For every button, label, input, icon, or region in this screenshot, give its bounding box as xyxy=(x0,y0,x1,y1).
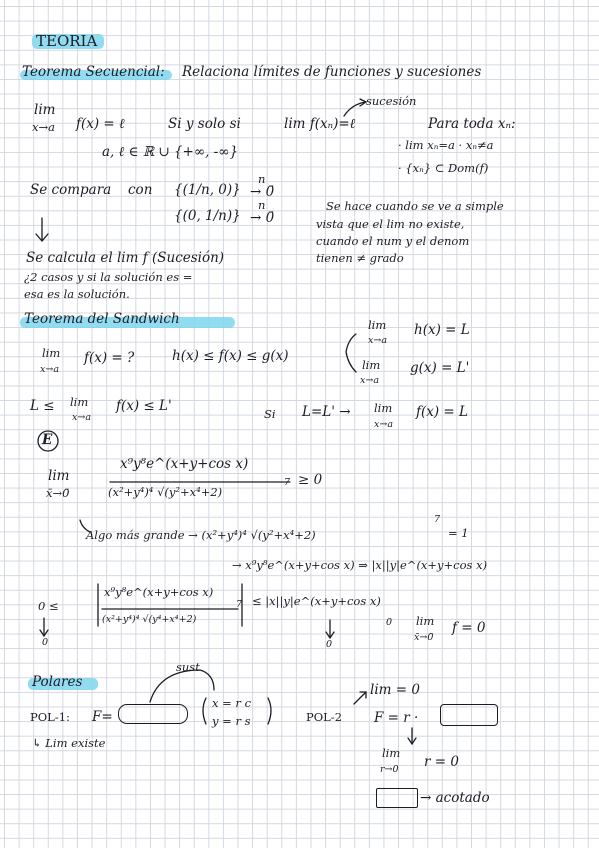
pol1-F-eq: F= xyxy=(92,709,113,725)
arrow-n-1: n xyxy=(258,172,266,186)
domain-set: a, ℓ ∈ ℝ ∪ {+∞, -∞} xyxy=(102,144,239,160)
si-condition: L=L' → xyxy=(302,404,351,420)
L-ineq-left: L ≤ xyxy=(30,398,55,414)
si-label: Si xyxy=(264,407,276,421)
final-lim-sub: x̄→0̄ xyxy=(414,632,434,643)
si-lim: lim xyxy=(374,401,393,415)
final-result: f = 0 xyxy=(452,620,486,636)
casos-line-2: esa es la solución. xyxy=(24,287,130,301)
sandwich-inequality: h(x) ≤ f(x) ≤ g(x) xyxy=(172,348,289,364)
acotado: → acotado xyxy=(420,790,490,806)
casos-line-1: ¿2 casos y si la solución es = xyxy=(24,270,193,284)
pol1-label: POL-1: xyxy=(30,710,70,724)
right-note-1: Se hace cuando se ve a simple xyxy=(326,199,504,213)
abs-denominator: (x²+y⁴)⁴ √(y⁴+x⁴+2) xyxy=(102,614,197,625)
pol2-label: POL-2 xyxy=(306,710,343,724)
y-eq: y = r s xyxy=(212,714,251,728)
algo-exp: 7 xyxy=(434,514,441,525)
section-heading-polares: Polares xyxy=(32,674,83,690)
example-den-exp: 7 xyxy=(284,477,291,488)
fx-eq-l: f(x) = ℓ xyxy=(76,116,125,132)
under-label-1: 0 xyxy=(42,637,49,648)
x-eq: x = r c xyxy=(212,696,252,710)
L-ineq-lim-sub: x→a xyxy=(72,412,91,423)
lim-r: lim xyxy=(382,746,401,760)
zero-le: 0 ≤ xyxy=(38,599,59,613)
section-heading-sandwich: Teorema del Sandwich xyxy=(24,311,180,327)
condition-2: · {xₙ} ⊂ Dom(f) xyxy=(398,161,489,175)
si-y-solo-si: Si y solo si xyxy=(168,116,241,132)
lim-r-sub: r→0 xyxy=(380,764,399,775)
sequence-1: {(1/n, 0)} xyxy=(174,182,241,198)
F-eq-r: F = r · xyxy=(374,710,419,726)
under-label-3: 0 xyxy=(386,617,393,628)
se-calcula: Se calcula el lim f (Sucesión) xyxy=(26,250,225,266)
sucesion-label: sucesión xyxy=(366,94,417,108)
para-toda: Para toda xₙ: xyxy=(428,116,516,132)
si-result: f(x) = L xyxy=(416,404,469,420)
right-note-3: cuando el num y el denom xyxy=(316,234,470,248)
lim-eq-0: lim = 0 xyxy=(370,682,420,698)
abs-right: ≤ |x||y|e^(x+y+cos x) xyxy=(252,594,381,608)
abs-exp: 7 xyxy=(236,599,243,610)
L-ineq-right: f(x) ≤ L' xyxy=(116,398,172,414)
sequence-1-limit: → 0̄ xyxy=(250,184,275,200)
se-compara: Se compara xyxy=(30,182,112,198)
example-denominator: (x²+y⁴)⁴ √(y²+x⁴+2) xyxy=(108,485,223,499)
example-numerator: x⁹y⁸e^(x+y+cos x) xyxy=(120,456,249,472)
page-title: TEORIA xyxy=(36,32,98,50)
brace-g: g(x) = L' xyxy=(410,360,470,376)
si-lim-sub: x→a xyxy=(374,419,393,430)
brace-lim-h-sub: x→a xyxy=(368,335,387,346)
example-lim: lim xyxy=(48,468,70,484)
under-label-2: 0 xyxy=(326,639,333,650)
brace-h: h(x) = L xyxy=(414,322,470,338)
sandwich-lim-sub: x→a xyxy=(40,364,59,375)
example-gt-zero: ≥ 0 xyxy=(298,472,323,488)
lim-subscript: x→a xyxy=(32,120,55,134)
brace-lim-g-sub: x→a xyxy=(360,375,379,386)
lim-label: lim xyxy=(34,102,56,118)
algo-eq: = 1 xyxy=(448,526,469,540)
example-line-2: → x⁹y⁸e^(x+y+cos x) ⇒ |x||y|e^(x+y+cos x) xyxy=(232,558,488,572)
r-eq-0: r = 0 xyxy=(424,754,459,770)
right-note-4: tienen ≠ grado xyxy=(316,251,404,265)
sequence-2: {(0, 1/n)} xyxy=(174,208,241,224)
section-heading-secuencial-rest: Relaciona límites de funciones y sucesiones xyxy=(182,64,482,80)
brace-lim-h: lim xyxy=(368,318,387,332)
example-lim-sub: x̄→0̄ xyxy=(46,486,70,500)
section-heading-secuencial: Teorema Secuencial: xyxy=(22,64,165,80)
example-badge: E xyxy=(42,432,53,448)
final-lim: lim xyxy=(416,614,435,628)
arrow-n-2: n xyxy=(258,198,266,212)
sandwich-lim: lim xyxy=(42,346,61,360)
brace-lim-g: lim xyxy=(362,358,381,372)
L-ineq-lim: lim xyxy=(70,395,89,409)
condition-1: · lim xₙ=a · xₙ≠a xyxy=(398,138,494,152)
con-label: con xyxy=(128,182,153,198)
abs-numerator: x⁹y⁸e^(x+y+cos x) xyxy=(104,585,214,599)
lim-existe: ↳ Lim existe xyxy=(32,736,106,750)
sust-label: sust xyxy=(176,660,200,674)
right-note-2: vista que el lim no existe, xyxy=(316,217,465,231)
lim-sequence: lim f(xₙ)=ℓ xyxy=(284,116,356,132)
algo-mas-grande: Algo más grande → (x²+y⁴)⁴ √(y²+x⁴+2) xyxy=(86,528,316,542)
sequence-2-limit: → 0̄ xyxy=(250,210,275,226)
sandwich-main: f(x) = ? xyxy=(84,350,135,366)
